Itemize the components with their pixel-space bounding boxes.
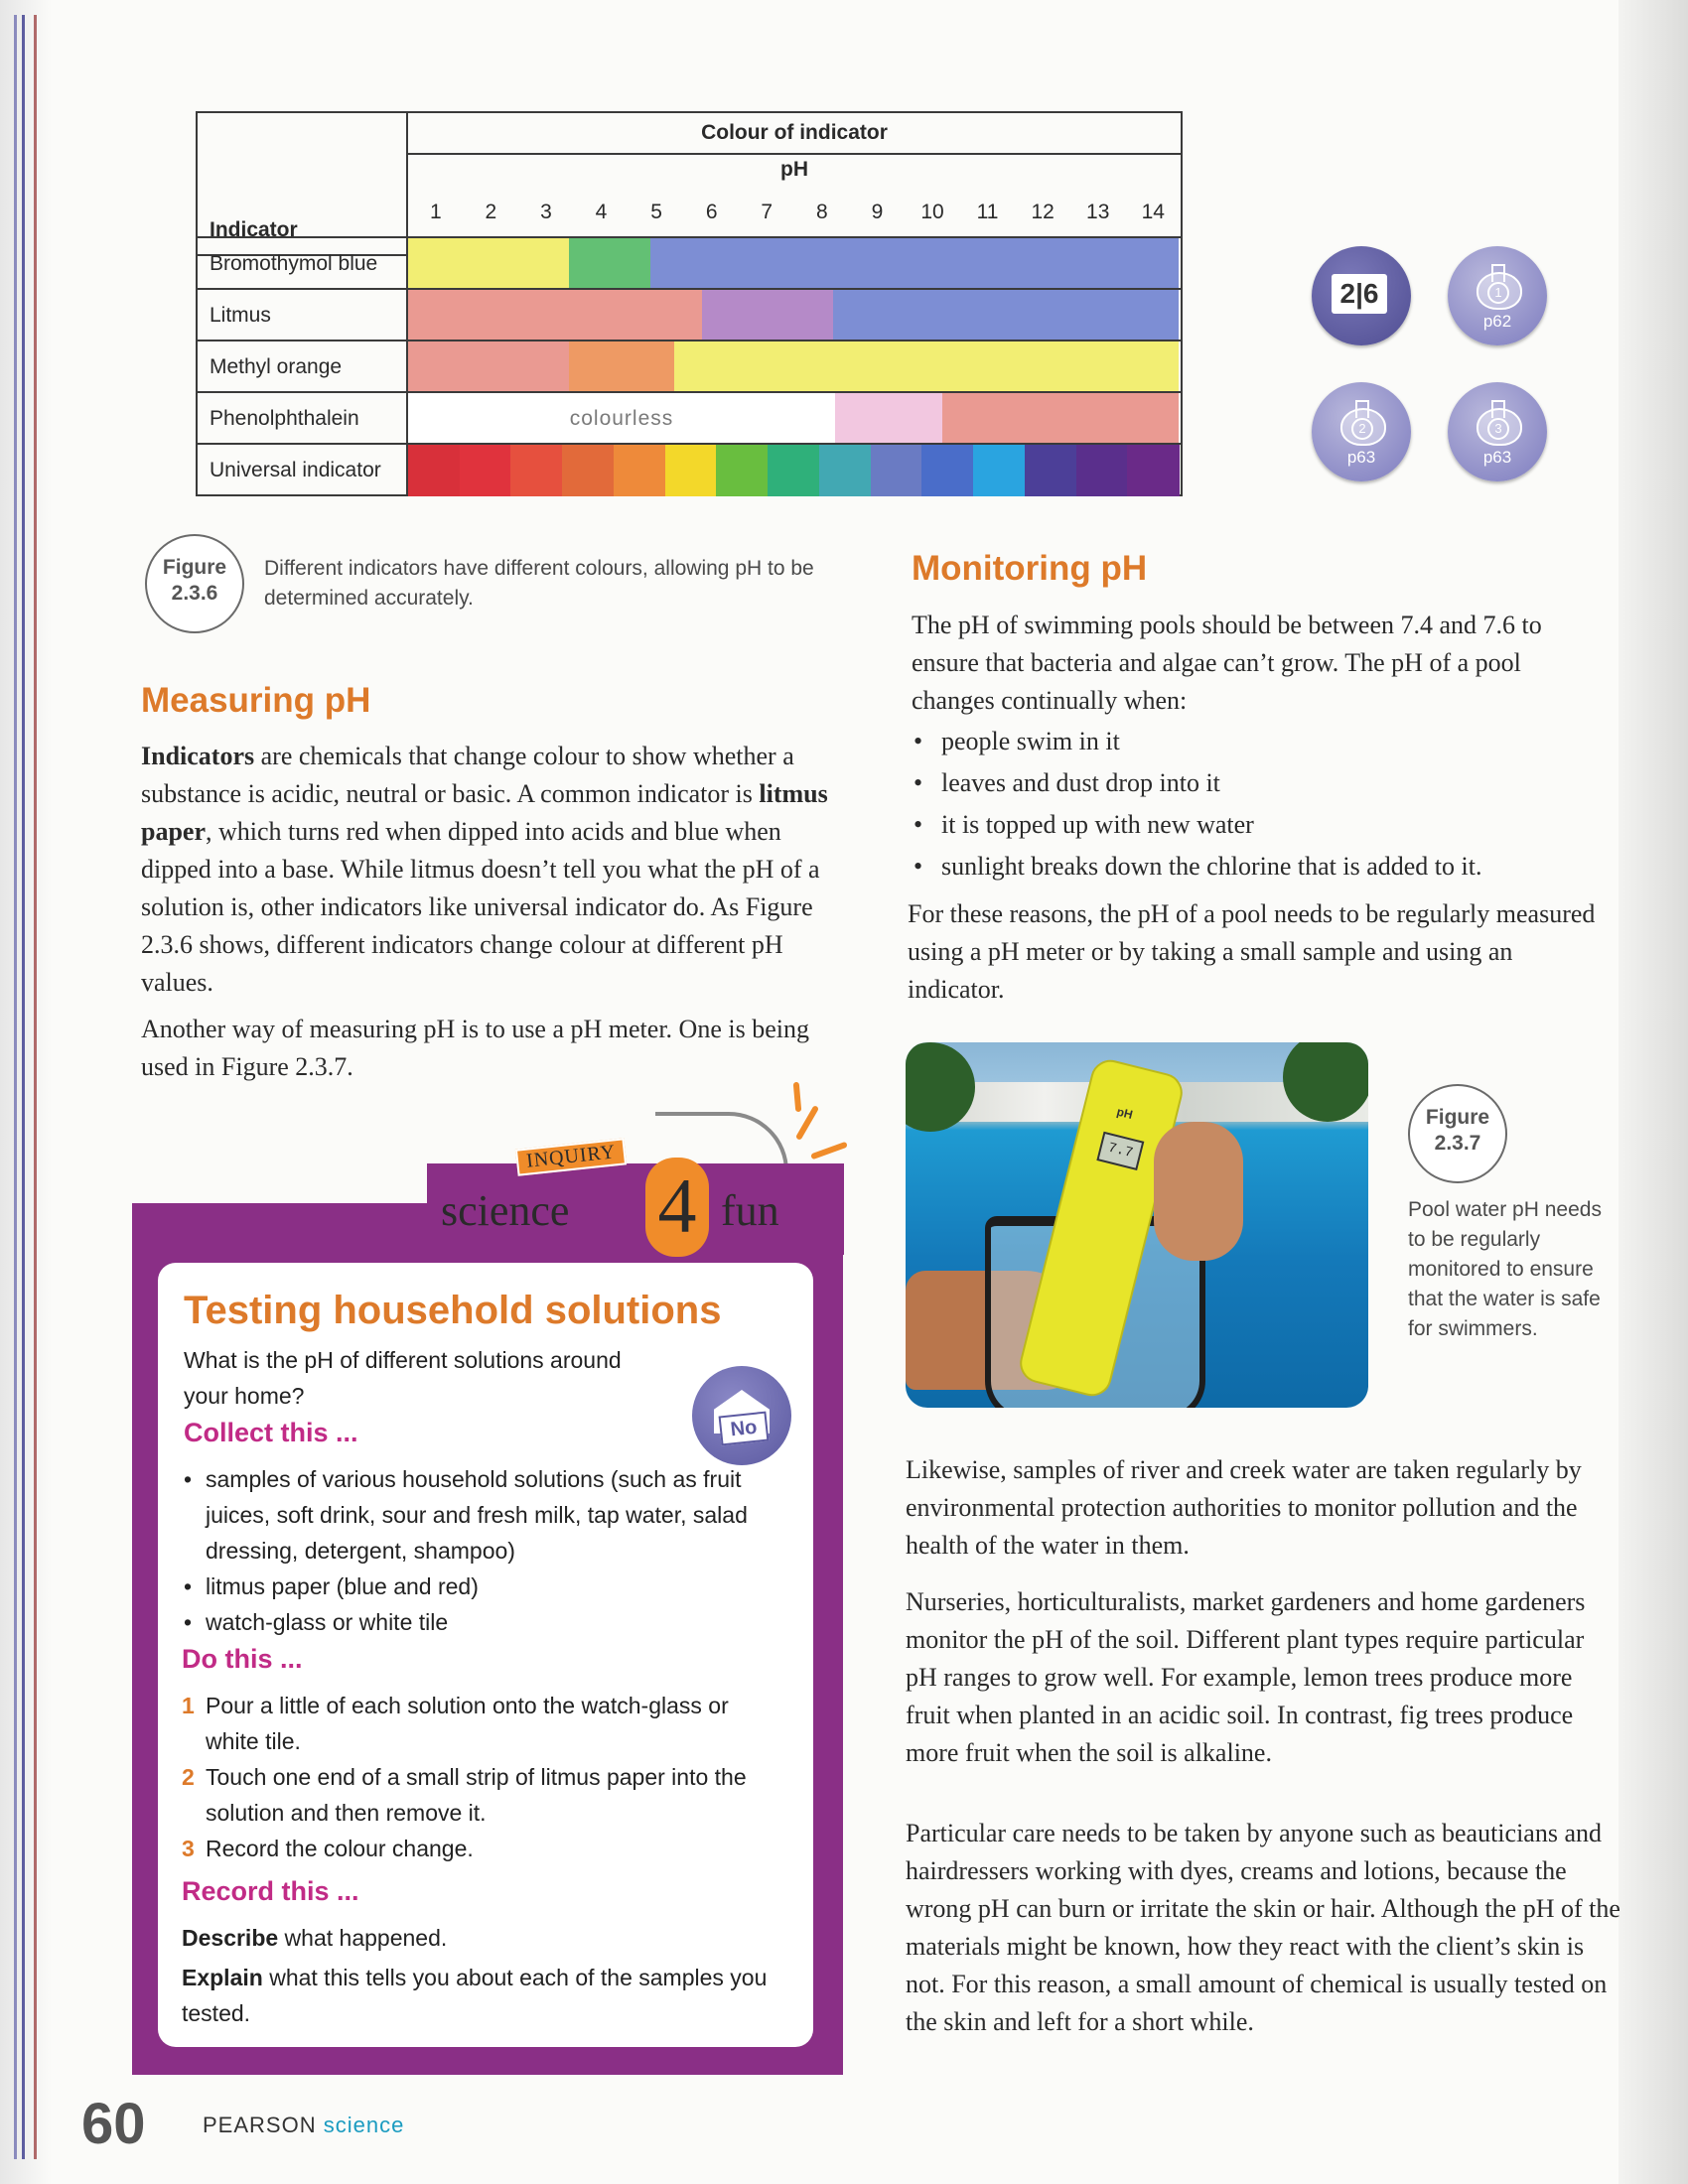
section-heading: Monitoring pH <box>912 549 1148 588</box>
colour-segment-yellow <box>408 238 569 290</box>
ph-tick: 10 <box>920 201 944 223</box>
list-item: • litmus paper (blue and red) <box>184 1573 479 1599</box>
record-instructions <box>182 1920 787 2031</box>
flask-icon: 2 <box>1340 400 1382 446</box>
colour-segment-universal <box>562 445 615 496</box>
table-row <box>198 443 1181 496</box>
collect-list <box>184 1461 789 1640</box>
activity-badge[interactable] <box>1448 382 1547 481</box>
spark <box>793 1082 802 1112</box>
record-line: Explain what this tells you about each of the samples you tested. <box>182 1965 768 2026</box>
ph-tick: 1 <box>429 201 442 223</box>
publisher-logo: PEARSON science <box>203 2113 405 2137</box>
colour-segment-pink <box>408 290 702 341</box>
page-number: 60 <box>81 2092 146 2156</box>
ph-tick: 14 <box>1141 201 1165 223</box>
table-row <box>198 340 1181 393</box>
colour-segment-universal <box>1127 445 1180 496</box>
page-edge <box>1618 0 1688 2184</box>
activity-badge[interactable] <box>1448 246 1547 345</box>
colour-segment-blue <box>833 290 1179 341</box>
flask-icon: 3 <box>1477 400 1518 446</box>
colour-bar <box>408 290 1181 341</box>
colour-segment-lightpink <box>835 393 942 445</box>
colour-segment-universal <box>460 445 512 496</box>
collect-heading: Collect this ... <box>184 1418 358 1447</box>
colour-bar <box>408 445 1181 496</box>
spark <box>810 1142 848 1160</box>
badge-page: p63 <box>1346 448 1376 467</box>
colour-segment-universal <box>819 445 872 496</box>
colour-segment-universal <box>614 445 666 496</box>
ph-tick: 7 <box>761 201 774 223</box>
indicator-name: Methyl orange <box>198 341 408 393</box>
figure-caption: Pool water pH needs to be regularly monitored to ensure that the water is safe for swimmers. <box>1408 1198 1602 1340</box>
colour-segment-universal <box>973 445 1026 496</box>
colour-segment-green <box>569 238 650 290</box>
step-item: 1 Pour a little of each solution onto the watch-glass or white tile. <box>182 1693 729 1754</box>
indicator-name: Litmus <box>198 290 408 341</box>
binding-line <box>14 15 17 2159</box>
binding-line <box>22 15 25 2159</box>
activity-question: What is the pH of different solutions around your home? <box>184 1347 622 1409</box>
book-icon: 2|6 <box>1332 274 1387 314</box>
indicator-name: Bromothymol blue <box>198 238 408 290</box>
ph-tick: 12 <box>1031 201 1055 223</box>
colour-bar <box>408 341 1181 393</box>
no-home-badge: No <box>692 1366 791 1465</box>
colour-segment-universal <box>768 445 820 496</box>
colour-segment-pink <box>408 341 569 393</box>
colour-segment-pink <box>942 393 1179 445</box>
table-row <box>198 288 1181 341</box>
ph-tick: 2 <box>485 201 497 223</box>
colour-segment-blue <box>650 238 1179 290</box>
colour-segment-universal <box>921 445 974 496</box>
colour-segment-universal <box>510 445 563 496</box>
colour-segment-universal <box>1076 445 1129 496</box>
table-row <box>198 391 1181 445</box>
activity-title: Testing household solutions <box>184 1289 722 1332</box>
page-binding <box>0 0 52 2184</box>
indicator-table <box>196 111 1183 496</box>
body-paragraph: Particular care needs to be taken by anyone such as beauticians and hairdressers working with dyes, creams and lotions, because the wrong pH can burn or irritate the skin or hair. Although the pH of the materials might be known, how they react with the client’s skin is not. For this reason, a small amount of chemical is usually tested on the skin and left for a short while. <box>906 1819 1620 2036</box>
body-paragraph: For these reasons, the pH of a pool needs to be regularly measured using a pH meter or by taking a small sample and using an indicator. <box>908 899 1596 1004</box>
colour-segment-universal <box>871 445 923 496</box>
ph-tick: 11 <box>976 201 999 223</box>
ph-tick: 4 <box>595 201 608 223</box>
ph-tick: 6 <box>705 201 718 223</box>
ph-tick: 13 <box>1086 201 1110 223</box>
bullet-list <box>912 721 1607 887</box>
hand <box>1154 1122 1243 1261</box>
flask-icon: 1 <box>1477 264 1518 310</box>
colour-segment-universal <box>665 445 718 496</box>
list-item: • watch-glass or white tile <box>184 1609 449 1635</box>
list-item: • samples of various household solutions (such as fruit juices, soft drink, sour and fresh milk, tap water, salad dressing, detergent, shampoo) <box>184 1466 748 1564</box>
figure-caption: Different indicators have different colours, allowing pH to be determined accurately. <box>264 557 814 610</box>
ph-tick: 9 <box>871 201 884 223</box>
colour-header: Colour of indicator <box>408 113 1181 155</box>
colour-segment-universal <box>716 445 769 496</box>
indicator-name: Phenolphthalein <box>198 393 408 445</box>
ph-tick: 3 <box>540 201 552 223</box>
do-steps <box>182 1688 787 1866</box>
record-heading: Record this ... <box>182 1876 359 1906</box>
figure-label: Figure 2.3.6 <box>145 534 244 633</box>
binding-line <box>34 15 37 2159</box>
body-paragraph: Nurseries, horticulturalists, market gardeners and home gardeners monitor the pH of the soil. Different plant types require particular pH ranges to grow well. For example, lemon trees produce more fruit when planted in an acidic soil. In contrast, fig trees produce more fruit when the soil is alkaline. <box>906 1587 1586 1767</box>
badge-page: p63 <box>1482 448 1512 467</box>
body-paragraph: Indicators are chemicals that change colour to show whether a substance is acidic, neutral or basic. A common indicator is litmus paper, which turns red when dipped into acids and blue when dipped into a base. While litmus doesn’t tell you what the pH of a solution is, other indicators like universal indicator do. As Figure 2.3.6 shows, different indicators change colour at different pH values. <box>141 742 828 997</box>
indicator-name: Universal indicator <box>198 445 408 496</box>
body-paragraph: Another way of measuring pH is to use a pH meter. One is being used in Figure 2.3.7. <box>141 1015 809 1081</box>
colour-bar <box>408 393 1181 445</box>
activity-badge[interactable] <box>1312 382 1411 481</box>
list-item: • people swim in it <box>912 721 1607 762</box>
list-item: • leaves and dust drop into it <box>912 762 1607 804</box>
colour-segment-universal <box>1025 445 1077 496</box>
record-line: Describe what happened. <box>182 1925 448 1951</box>
colourless-label: colourless <box>569 407 674 430</box>
ph-tick: 8 <box>815 201 828 223</box>
colour-bar <box>408 238 1181 290</box>
list-item: • it is topped up with new water <box>912 804 1607 846</box>
table-row <box>198 236 1181 290</box>
ph-tick: 5 <box>650 201 662 223</box>
pool-photo <box>906 1042 1368 1408</box>
inquiry-tag: INQUIRY <box>515 1138 628 1175</box>
colour-segment-purple <box>702 290 833 341</box>
worksheet-badge[interactable] <box>1312 246 1411 345</box>
section-heading: Measuring pH <box>141 681 371 720</box>
body-paragraph: The pH of swimming pools should be between 7.4 and 7.6 to ensure that bacteria and algae can’t grow. The pH of a pool changes continually when: <box>912 611 1542 715</box>
science4fun-banner: INQUIRY science 4 fun <box>427 1163 844 1255</box>
colour-segment-yellow <box>674 341 1179 393</box>
indicator-header: Indicator <box>210 218 298 241</box>
list-item: • sunlight breaks down the chlorine that is added to it. <box>912 846 1607 887</box>
ph-header: pH <box>780 158 808 181</box>
do-heading: Do this ... <box>182 1644 303 1674</box>
meter-display: 7.7 <box>1096 1132 1144 1170</box>
badge-page: p62 <box>1482 312 1512 331</box>
body-paragraph: Likewise, samples of river and creek water are taken regularly by environmental protection authorities to monitor pollution and the health of the water in them. <box>906 1455 1582 1560</box>
step-item: 3 Record the colour change. <box>182 1836 474 1861</box>
step-item: 2 Touch one end of a small strip of litmus paper into the solution and then remove it. <box>182 1764 747 1826</box>
ph-scale <box>408 193 1181 232</box>
figure-label: Figure 2.3.7 <box>1408 1084 1507 1183</box>
ph-meter: pH 7.7 <box>1016 1056 1187 1401</box>
indicator-header-cell <box>198 113 408 256</box>
colour-segment-universal <box>408 445 461 496</box>
colour-segment-orange <box>569 341 674 393</box>
